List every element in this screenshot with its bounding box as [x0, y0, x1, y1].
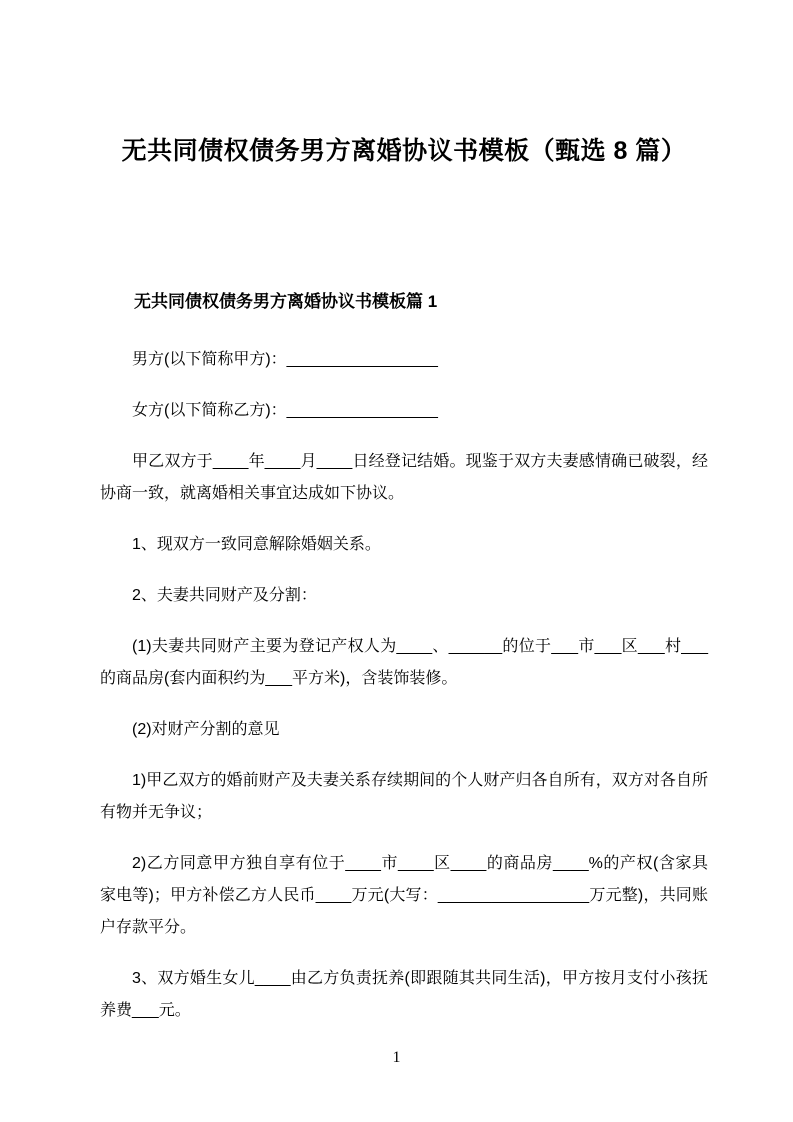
paragraph-clause-2-2-1: 1)甲乙双方的婚前财产及夫妻关系存续期间的个人财产归各自所有，双方对各自所有物并无争议； [100, 772, 708, 821]
paragraph-clause-2-1: (1)夫妻共同财产主要为登记产权人为____、______的位于___市___区___村___的商品房(套内面积约为___平方米)，含装饰装修。 [100, 638, 708, 687]
paragraph-clause-3: 3、双方婚生女儿____由乙方负责抚养(即跟随其共同生活)，甲方按月支付小孩抚养费___元。 [100, 970, 708, 1019]
document-content [100, 134, 708, 1046]
paragraph-clause-2-2-2: 2)乙方同意甲方独自享有位于____市____区____的商品房____%的产权(含家具家电等)；甲方补偿乙方人民币____万元(大写：_________________万元整)，共同账户存款平分。 [100, 855, 708, 936]
document-title: 无共同债权债务男方离婚协议书模板（甄选 8 篇） [121, 137, 687, 165]
paragraph-clause-2-2: (2)对财产分割的意见 [132, 721, 280, 738]
paragraph-preamble: 甲乙双方于____年____月____日经登记结婚。现鉴于双方夫妻感情确已破裂，经协商一致，就离婚相关事宜达成如下协议。 [100, 453, 708, 502]
paragraph-party-a-line: 男方(以下简称甲方)：_________________ [132, 351, 438, 368]
paragraph-clause-1: 1、现双方一致同意解除婚姻关系。 [132, 536, 381, 553]
page-number: 1 [392, 1049, 401, 1066]
paragraph-clause-2: 2、夫妻共同财产及分割： [132, 587, 317, 604]
paragraph-party-b-line: 女方(以下简称乙方)：_________________ [132, 402, 438, 419]
section-heading: 无共同债权债务男方离婚协议书模板篇 1 [134, 292, 438, 311]
